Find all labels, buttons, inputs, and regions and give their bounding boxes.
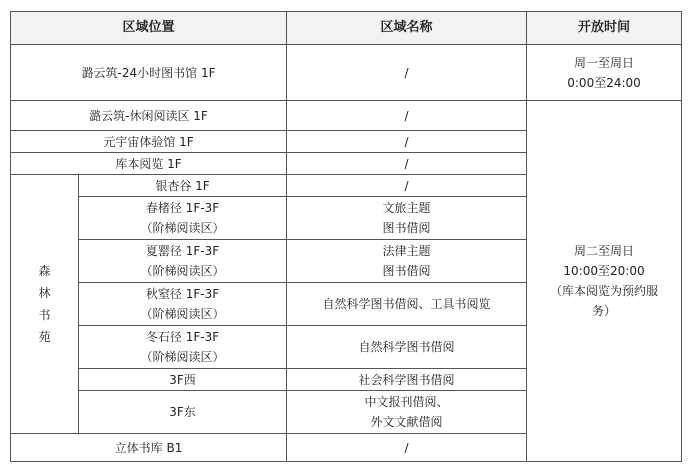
sub-location-cell: 3F西: [79, 369, 287, 391]
sub-location-cell: 春楮径 1F-3F （阶梯阅读区）: [79, 197, 287, 240]
name-cell: 法律主题 图书借阅: [287, 240, 527, 283]
name-cell: 自然科学图书借阅: [287, 326, 527, 369]
location-cell: 立体书库 B1: [11, 434, 287, 462]
header-hours: 开放时间: [527, 12, 682, 45]
table-row: [11, 101, 682, 131]
header-location: 区域位置: [11, 12, 287, 45]
hours-line: 周二至周日: [574, 244, 635, 258]
hours-line: 10:00至20:00: [563, 264, 645, 278]
name-cell: /: [287, 153, 527, 175]
name-cell: 自然科学图书借阅、工具书阅览: [287, 283, 527, 326]
header-name: 区域名称: [287, 12, 527, 45]
name-cell: /: [287, 101, 527, 131]
location-cell: 元宇宙体验馆 1F: [11, 131, 287, 153]
sub-location-cell: 银杏谷 1F: [79, 175, 287, 197]
forest-garden-label: 森 林 书 苑: [11, 175, 79, 434]
table-row: [11, 45, 682, 101]
hours-note: （库本阅览为预约服: [550, 284, 659, 298]
hours-cell-all-week: [527, 45, 682, 101]
name-cell: /: [287, 131, 527, 153]
location-cell: 潞云筑-24小时图书馆 1F: [11, 45, 287, 101]
name-cell: /: [287, 434, 527, 462]
name-cell: /: [287, 175, 527, 197]
name-cell: 社会科学图书借阅: [287, 369, 527, 391]
location-cell: 库本阅览 1F: [11, 153, 287, 175]
name-cell: 文旅主题 图书借阅: [287, 197, 527, 240]
sub-location-cell: 秋窒径 1F-3F （阶梯阅读区）: [79, 283, 287, 326]
sub-location-cell: 夏罂径 1F-3F （阶梯阅读区）: [79, 240, 287, 283]
hours-line: 周一至周日: [574, 55, 635, 70]
sub-location-cell: 3F东: [79, 391, 287, 434]
location-cell: 潞云筑-休闲阅读区 1F: [11, 101, 287, 131]
name-cell: /: [287, 45, 527, 101]
opening-hours-table: [10, 11, 682, 462]
hours-note: 务）: [592, 304, 617, 318]
hours-line: 0:00至24:00: [567, 75, 641, 90]
header-row: [11, 12, 682, 45]
sub-location-cell: 冬石径 1F-3F （阶梯阅读区）: [79, 326, 287, 369]
hours-cell-tue-sun: [527, 101, 682, 462]
name-cell: 中文报刊借阅、 外文文献借阅: [287, 391, 527, 434]
